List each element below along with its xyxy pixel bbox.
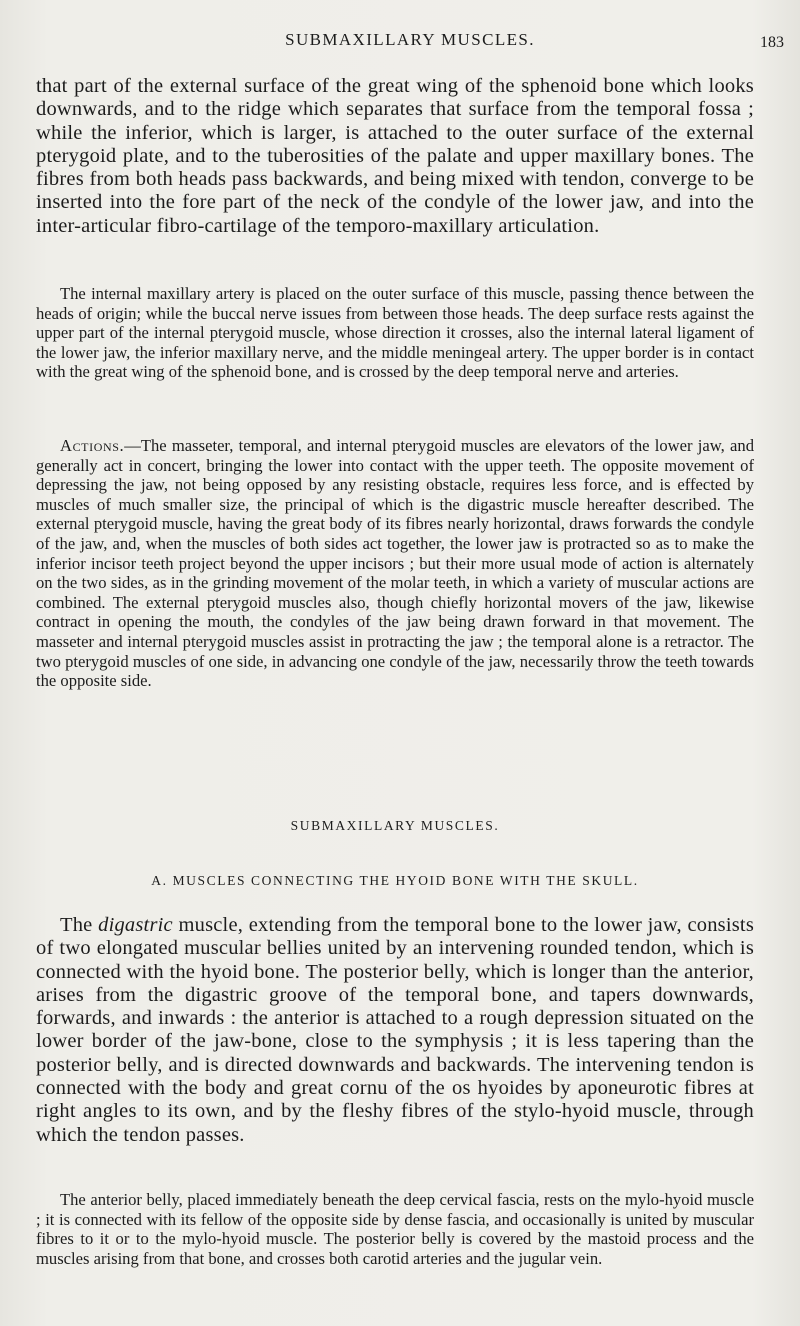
subsection-heading — [36, 873, 754, 889]
paragraph-text — [36, 914, 754, 1147]
paragraph-digastric — [36, 914, 754, 1147]
paragraph-relations — [36, 284, 754, 382]
paragraph-pterygoid-insertion — [36, 75, 754, 238]
paragraph-actions — [36, 436, 754, 691]
actions-text: —The masseter, temporal, and internal pterygoid muscles are elevators of the lower jaw, and generally act in concert, bringing the lower into contact with the upper teeth. The opposite movement of depressing the jaw, not being opposed by any resisting obstacle, requires less force, and is effected by muscles of much smaller size, the principal of which is the digastric muscle hereafter described. The external pterygoid muscle, having the great body of its fibres nearly horizontal, draws forwards the condyle of the jaw, and, when the muscles of both sides act together, the lower jaw is protracted so as to make the inferior incisor teeth project beyond the upper incisors ; but their more usual mode of action is alternately on the two sides, as in the grinding movement of the molar teeth, in which a variety of muscular actions are combined. The external pterygoid muscles also, though chiefly horizontal movers of the jaw, likewise contract in opening the mouth, the condyles of the jaw being drawn forward in that movement. The masseter and internal pterygoid muscles assist in protracting the jaw ; the temporal alone is a retractor. The two pterygoid muscles of one side, in advancing one condyle of the jaw, necessarily throw the teeth towards the opposite side. — [36, 436, 754, 691]
paragraph-text: The anterior belly, placed immediately beneath the deep cervical fascia, rests on the mylo-hyoid muscle ; it is connected with its fellow of the opposite side by dense fascia, and occasionally is united by muscular fibres to it or to the mylo-hyoid muscle. The posterior belly is covered by the mastoid process and the muscles arising from that bone, and crosses both carotid arteries and the jugular vein. — [36, 1190, 754, 1268]
paragraph-text — [36, 436, 754, 691]
running-title: SUBMAXILLARY MUSCLES. — [285, 30, 535, 49]
page-header — [36, 30, 784, 60]
digastric-pre: The — [60, 914, 99, 936]
digastric-text: muscle, extending from the temporal bone to the lower jaw, consists of two elongated muscular bellies united by an intervening rounded tendon, which is connected with the hyoid bone. The posterior belly, which is longer than the anterior, arises from the digastric groove of the temporal bone, and tapers downwards, forwards, and inwards : the anterior is attached to a rough depression situated on the lower border of the jaw-bone, close to the symphysis ; it is less tapering than the posterior belly, and is directed downwards and backwards. The intervening tendon is connected with the body and great cornu of the os hyoides by aponeurotic fibres at right angles to its own, and by the fleshy fibres of the stylo-hyoid muscle, through which the tendon passes. — [36, 914, 754, 1146]
paragraph-text: The internal maxillary artery is placed on the outer surface of this muscle, passing thence between the heads of origin; while the buccal nerve issues from between those heads. The deep surface rests against the upper part of the internal pterygoid muscle, whose direction it crosses, also the internal lateral ligament of the lower jaw, the inferior maxillary nerve, and the middle meningeal artery. The upper border is in contact with the great wing of the sphenoid bone, and is crossed by the deep temporal nerve and arteries. — [36, 284, 754, 382]
digastric-term: digastric — [98, 914, 173, 936]
subsection-heading-text: A. MUSCLES CONNECTING THE HYOID BONE WITH THE SKULL. — [151, 873, 639, 888]
section-heading-text: SUBMAXILLARY MUSCLES. — [290, 818, 500, 833]
paragraph-text: that part of the external surface of the great wing of the sphenoid bone which looks downwards, and to the ridge which separates that surface from the temporal fossa ; while the inferior, which is larger, is attached to the outer surface of the external pterygoid plate, and to the tuberosities of the palate and upper maxillary bones. The fibres from both heads pass backwards, and being mixed with tendon, converge to be inserted into the fore part of the neck of the condyle of the lower jaw, and into the inter-articular fibro-cartilage of the temporo-maxillary articulation. — [36, 75, 754, 237]
actions-lead: Actions. — [60, 436, 125, 455]
section-heading — [36, 818, 754, 834]
paragraph-digastric-relations — [36, 1190, 754, 1268]
page-number: 183 — [760, 34, 784, 51]
